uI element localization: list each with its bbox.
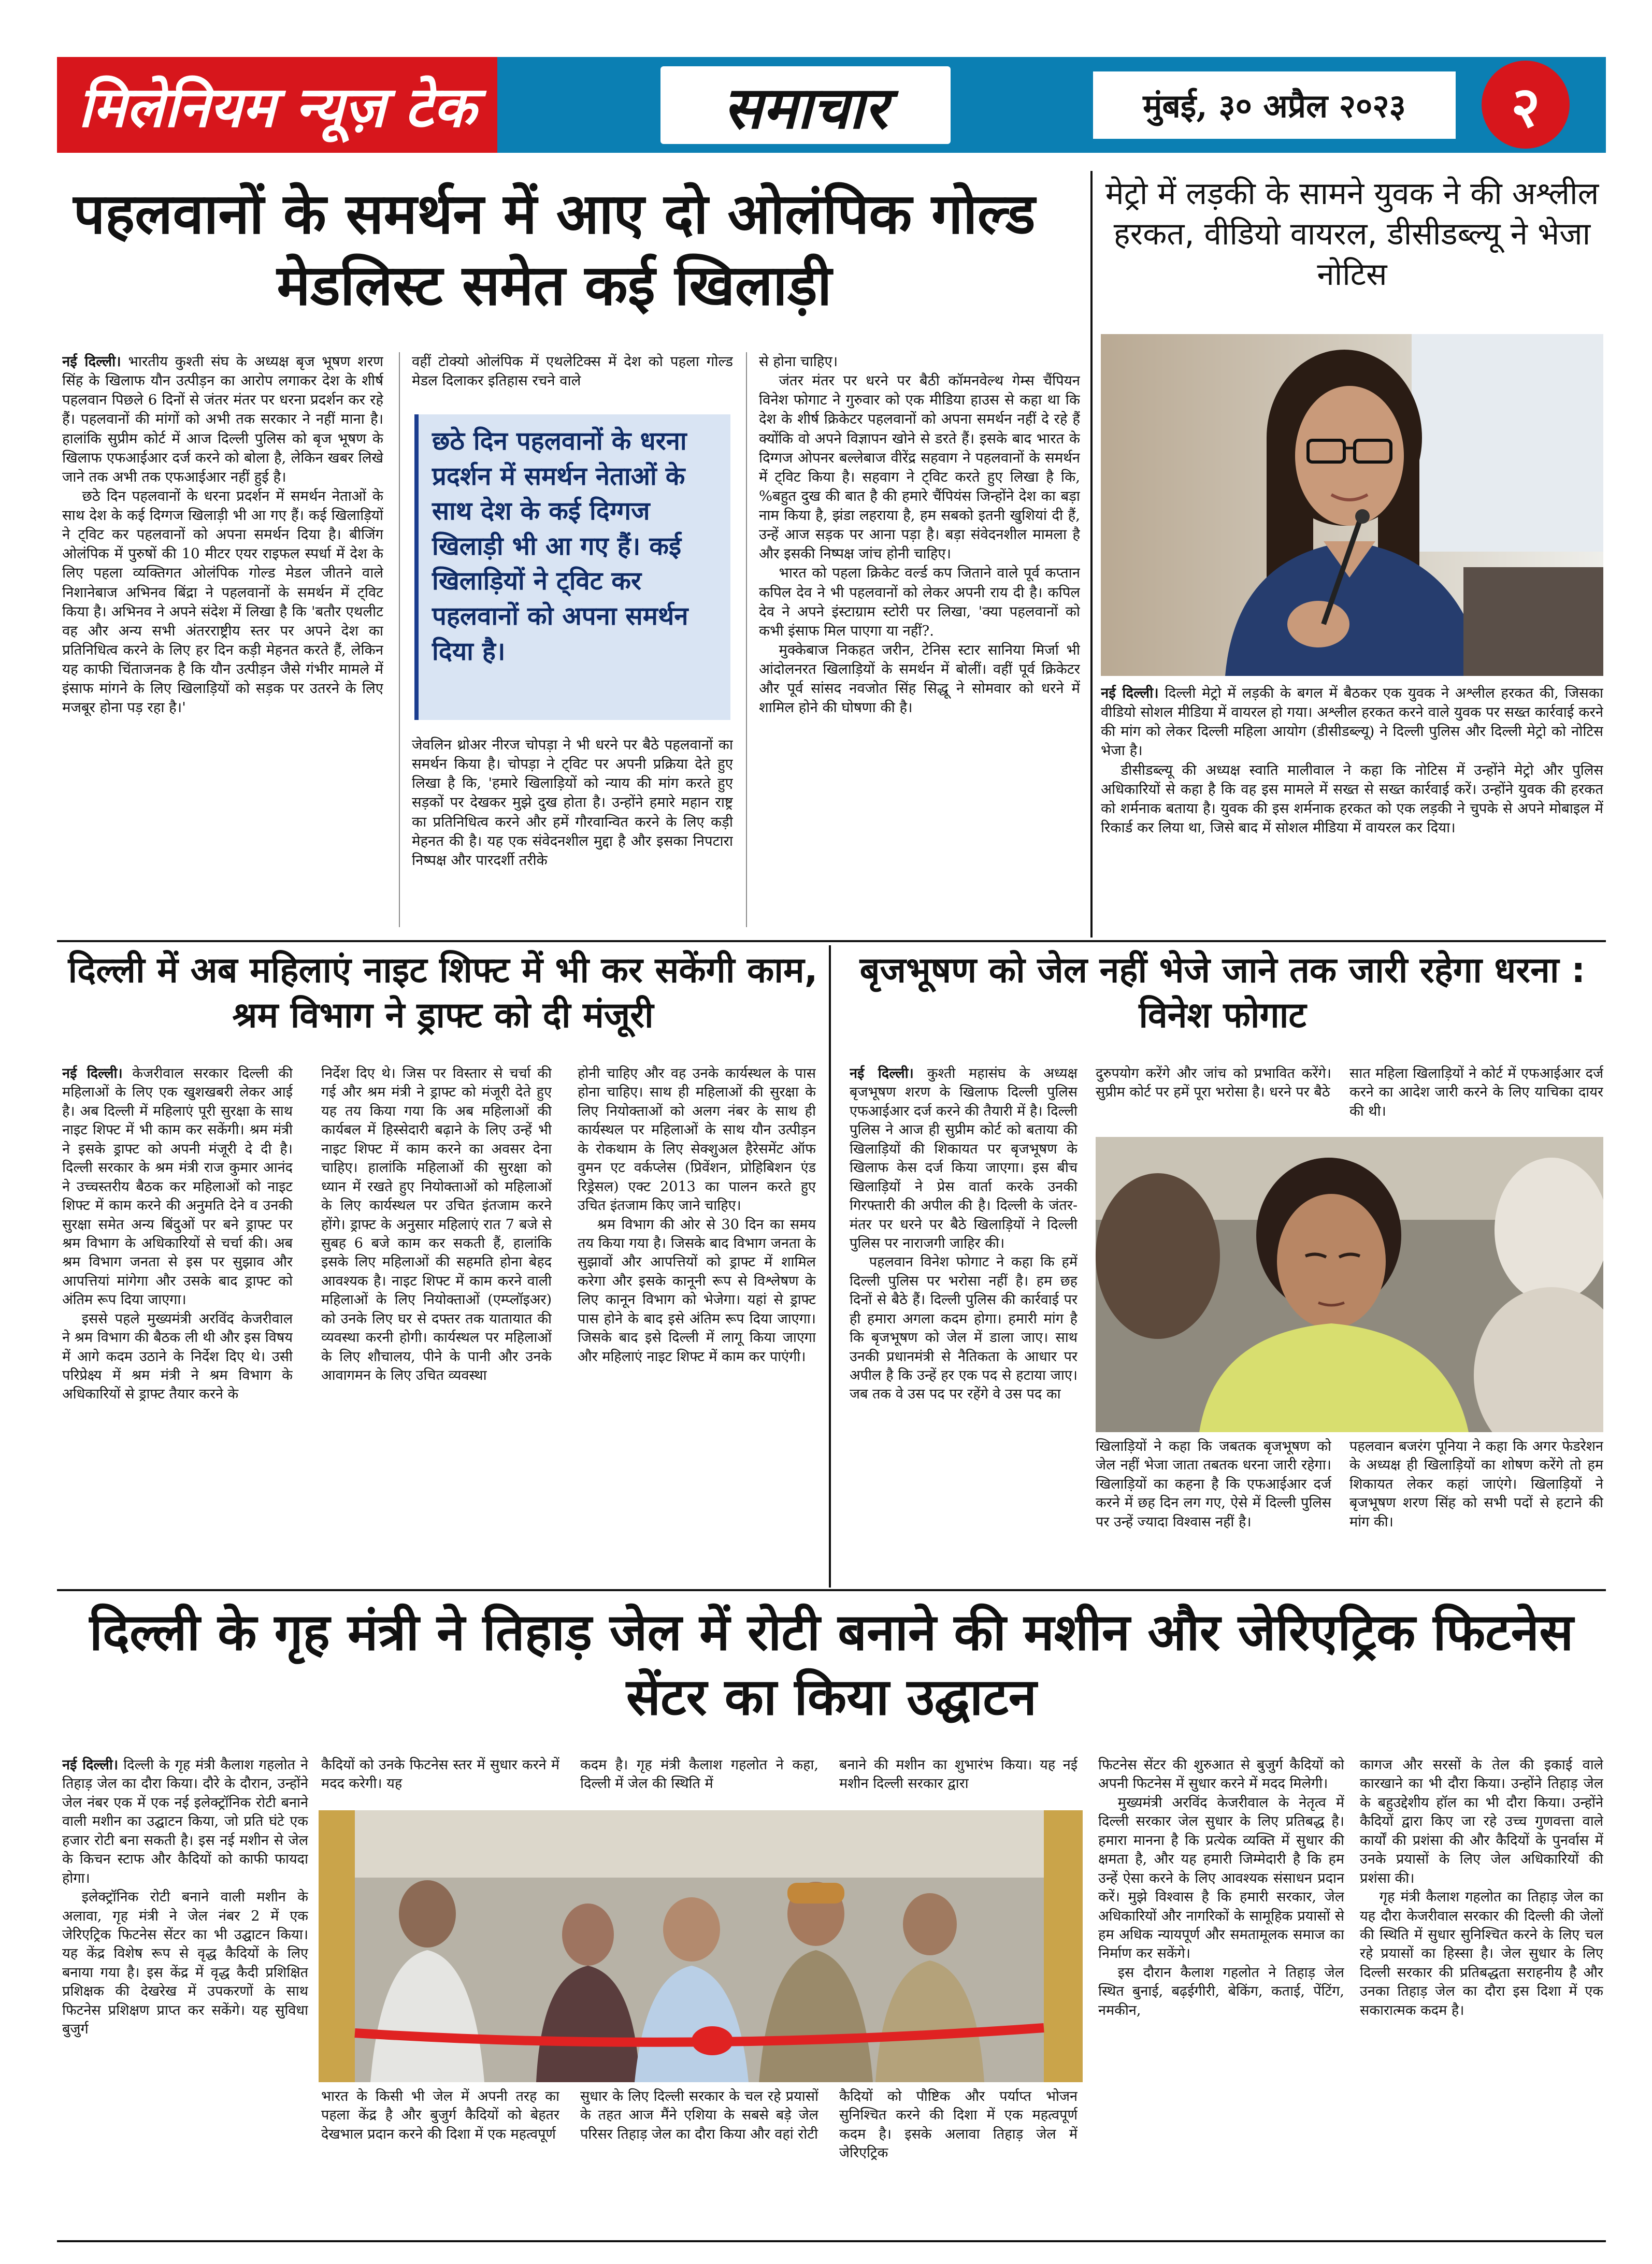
- ribbon-cutting-photo: [319, 1810, 1083, 2082]
- story4-col1: [850, 1064, 1078, 1582]
- story4-col3a-text: सात महिला खिलाड़ियों ने कोर्ट में एफआईआर दर्ज करने का आदेश जारी करने के लिए याचिका दायर की थी।: [1349, 1065, 1603, 1119]
- story3-col1: [62, 1064, 293, 1582]
- story4-col3b: [1349, 1437, 1603, 1582]
- story1-rule: [399, 352, 400, 927]
- story1-headline: पहलवानों के समर्थन में आए दो ओलंपिक गोल्ड मेडलिस्ट समेत कई खिलाड़ी: [73, 182, 1036, 319]
- story3-dateline: नई दिल्ली।: [62, 1065, 123, 1081]
- bottom-rule: [57, 2240, 1606, 2242]
- story3-headline: दिल्ली में अब महिलाएं नाइट शिफ्ट में भी कर सकेंगी काम, श्रम विभाग ने ड्राफ्ट को दी मंजूरी: [68, 950, 818, 1036]
- story3-col1b: इससे पहले मुख्यमंत्री अरविंद केजरीवाल ने श्रम विभाग की बैठक ली थी और इस विषय में आगे कदम उठाने के निर्देश दिए थे। उसी परिप्रेक्ष्य में श्रम मंत्री ने श्रम विभाग के अधिकारियों से ड्राफ्ट तैयार करने के: [62, 1310, 293, 1403]
- story5-col5b: मुख्यमंत्री अरविंद केजरीवाल के नेतृत्व में दिल्ली सरकार जेल सुधार के लिए प्रतिबद्ध है। हमारा मानना है कि प्रत्येक व्यक्ति में सुधार की क्षमता है, और यह हमारी जिम्मेदारी है कि हम उन्हें ऐसा करने के लिए आवश्यक संसाधन प्रदान करें। मुझे विश्वास है कि हमारी सरकार, जेल अधिकारियों और नागरिकों के सामूहिक प्रयासों से हम अधिक न्यायपूर्ण और समतामूलक समाज का निर्माण कर सकेंगे।: [1098, 1794, 1344, 1962]
- story5-col3b-text: सुधार के लिए दिल्ली सरकार के चल रहे प्रयासों के तहत आज मैंने एशिया के सबसे बड़े जेल परिसर तिहाड़ जेल का दौरा किया और वहां रोटी: [580, 2088, 818, 2142]
- story1-col2b-text: जेवलिन थ्रोअर नीरज चोपड़ा ने भी धरने पर बैठे पहलवानों का समर्थन किया है। चोपड़ा ने ट्विट पर अपनी प्रक्रिया देते हुए लिखा है कि, 'हमारे खिलाड़ियों को न्याय की मांग करते हुए सड़कों पर देखकर मुझे दुख होता है। उन्होंने हमारे महान राष्ट्र का प्रतिनिधित्व करने और हमें गौरवान्वित करने के लिए कड़ी मेहनत की है। यह एक संवेदनशील मुद्दा है और इसका निपटारा निष्पक्ष और पारदर्शी तरीके: [412, 737, 733, 869]
- story5-col1-text: दिल्ली के गृह मंत्री कैलाश गहलोत ने तिहाड़ जेल का दौरा किया। दौरे के दौरान, उन्होंने जेल नंबर एक में एक नई इलेक्ट्रॉनिक रोटी बनाने वाली मशीन का उद्घाटन किया, जो प्रति घंटे एक हजार रोटी बना सकती है। इस नई मशीन से जेल के किचन स्टाफ और कैदियों को काफी फायदा होगा।: [62, 1757, 308, 1886]
- story5-col6: [1360, 1756, 1603, 2232]
- story4-col1-text: कुश्ती महासंघ के अध्यक्ष बृजभूषण शरण के खिलाफ दिल्ली पुलिस एफआईआर दर्ज करने की तैयारी में है। दिल्ली पुलिस ने आज ही सुप्रीम कोर्ट को बताया की खिलाड़ियों की शिकायत पर बृजभूषण के खिलाफ केस दर्ज किया जाएगा। इस बीच खिलाड़ियों ने प्रेस वार्ता करके उनकी गिरफ्तारी की अपील की है। दिल्ली के जंतर-मंतर पर धरने पर बैठे खिलाड़ियों ने दिल्ली पुलिस पर नाराजगी जाहिर की।: [850, 1065, 1078, 1251]
- story5-col2a-text: कैदियों को उनके फिटनेस स्तर में सुधार करने में मदद करेगी। यह: [321, 1757, 559, 1792]
- story1-col2b: [412, 736, 733, 927]
- story1-col3b: जंतर मंतर पर धरने पर बैठी कॉमनवेल्थ गेम्स चैंपियन विनेश फोगाट ने गुरुवार को एक मीडिया हाउस से कहा था कि देश के शीर्ष क्रिकेटर पहलवानों को अपना समर्थन नहीं दे रहे हैं क्योंकि वो अपने विज्ञापन खोने से डरते हैं। इसके बाद भारत के दिग्गज ओपनर बल्लेबाज वीरेंद्र सहवाग ने पहलवानों के समर्थन में ट्विट किया है। सहवाग ने ट्विट करते हुए लिखा है कि, %बहुत दुख की बात है की हमारे चैंपियंस जिन्होंने देश का बड़ा नाम किया है, झंडा लहराया है, हम सबको इतनी खुशियां दी हैं, उन्हें आज सड़क पर आना पड़ा है। बड़ा संवेदनशील मामला है और इसकी निष्पक्ष जांच होनी चाहिए।: [759, 372, 1080, 563]
- story5-col3a-text: कदम है। गृह मंत्री कैलाश गहलोत ने कहा, दिल्ली में जेल की स्थिति में: [580, 1757, 818, 1792]
- photo-vinesh-phogat: [1096, 1137, 1603, 1432]
- story1-rule: [746, 352, 747, 927]
- story3-col3b: श्रम विभाग की ओर से 30 दिन का समय तय किया गया है। जिसके बाद विभाग जनता के सुझावों और आपत्तियों को ड्राफ्ट में शामिल करेगा और इसके कानूनी रूप से विश्लेषण के लिए कानून विभाग को भेजेगा। यहां से ड्राफ्ट पास होने के बाद इसे अंतिम रूप दिया जाएगा। जिसके बाद इसे दिल्ली में लागू किया जाएगा और महिलाएं नाइट शिफ्ट में काम कर पाएंगी।: [578, 1216, 816, 1365]
- story2-body: [1101, 684, 1603, 932]
- story5-col4a-text: बनाने की मशीन का शुभारंभ किया। यह नई मशीन दिल्ली सरकार द्वारा: [839, 1757, 1078, 1792]
- story5-col1: [62, 1756, 308, 2232]
- story4-col2a-text: दुरुपयोग करेंगे और जांच को प्रभावित करेंगे। सुप्रीम कोर्ट पर हमें पूरा भरोसा है। धरने पर बैठे: [1096, 1065, 1331, 1101]
- brand-logo: मिलेनियम न्यूज़ टेक: [57, 57, 497, 153]
- vinesh-phogat-photo: [1096, 1137, 1603, 1432]
- story5-col5c: इस दौरान कैलाश गहलोत ने तिहाड़ जेल स्थित बुनाई, बढ़ईगीरी, बेकिंग, कताई, पेंटिंग, नमकीन,: [1098, 1964, 1344, 2018]
- story5-col4b: [839, 2087, 1078, 2232]
- story5-col4a: [839, 1756, 1078, 1808]
- photo-swati-maliwal: [1101, 334, 1603, 676]
- column-rule: [1090, 171, 1093, 938]
- story1-col2a-text: वहीं टोक्यो ओलंपिक में एथलेटिक्स में देश को पहला गोल्ड मेडल दिलाकर इतिहास रचने वाले: [412, 353, 733, 390]
- story3-col2-text: निर्देश दिए थे। जिस पर विस्तार से चर्चा की गई और श्रम मंत्री ने ड्राफ्ट को मंजूरी देते हुए यह तय किया गया कि अब महिलाओं की कार्यबल में हिस्सेदारी बढ़ाने के लिए उन्हें भी नाइट शिफ्ट में काम करने का अवसर देना चाहिए। हालांकि महिलाओं की सुरक्षा को ध्यान में रखते हुए नियोक्ताओं को महिलाओं के लिए कार्यस्थल पर उचित इंतजाम करने होंगे। ड्राफ्ट के अनुसार महिलाएं रात 7 बजे से सुबह 6 बजे काम कर सकती हैं, हालांकि इसके लिए महिलाओं की सहमति होना बेहद आवश्यक है। नाइट शिफ्ट में काम करने वाली महिलाओं के लिए नियोक्ताओं (एम्प्लॉइअर) को उनके लिए घर से दफ्तर तक यातायात की व्यवस्था करनी होगी। कार्यस्थल पर महिलाओं के लिए शौचालय, पीने के पानी और उनके आवागमन के लिए उचित व्यवस्था: [321, 1065, 552, 1383]
- story1-col1: [62, 352, 383, 927]
- story5-col2b-text: भारत के किसी भी जेल में अपनी तरह का पहला केंद्र है और बुजुर्ग कैदियों को बेहतर देखभाल प्रदान करने की दिशा में एक महत्वपूर्ण: [321, 2088, 559, 2142]
- story3-col3-text: होनी चाहिए और वह उनके कार्यस्थल के पास होना चाहिए। साथ ही महिलाओं की सुरक्षा के लिए नियोक्ताओं को अलग नंबर के साथ ही कार्यस्थल पर महिलाओं के साथ यौन उत्पीड़न के रोकथाम के लिए सेक्शुअल हैरेसमेंट ऑफ वुमन एट वर्कप्लेस (प्रिवेंशन, प्रोहिबिशन एंड रिड्रेसल) एक्ट 2013 का पालन करते हुए उचित इंतजाम किए जाने चाहिए।: [578, 1065, 816, 1214]
- story4-col1b: पहलवान विनेश फोगाट ने कहा कि हमें दिल्ली पुलिस पर भरोसा नहीं है। हम छह दिनों से बैठे हैं। दिल्ली पुलिस की कार्रवाई पर ही हमारा अगला कदम होगा। हमारी मांग है कि बृजभूषण को जेल में डाला जाए। साथ उनकी प्रधानमंत्री से नैतिकता के आधार पर अपील है कि उन्हें हर एक पद से हटाया जाए। जब तक वे उस पद पर रहेंगे वे उस पद का: [850, 1254, 1078, 1403]
- story5-dateline: नई दिल्ली।: [62, 1757, 119, 1773]
- section-rule: [57, 1589, 1606, 1591]
- story4-col3a: [1349, 1064, 1603, 1132]
- story1-col2a: [412, 352, 733, 409]
- story4-dateline: नई दिल्ली।: [850, 1065, 914, 1081]
- page-number: २: [1482, 61, 1570, 149]
- story1-col3c: भारत को पहला क्रिकेट वर्ल्ड कप जिताने वाले पूर्व कप्तान कपिल देव ने भी पहलवानों को लेकर अपनी राय दी है। कपिल देव ने अपने इंस्टाग्राम स्टोरी पर लिखा, 'क्या पहलवानों को कभी इंसाफ मिल पाएगा या नहीं?.: [759, 565, 1080, 639]
- story1-col3d: मुक्केबाज निकहत जरीन, टेनिस स्टार सानिया मिर्जा भी आंदोलनरत खिलाड़ियों के समर्थन में बोलीं। वहीं पूर्व क्रिकेटर और पूर्व सांसद नवजोत सिंह सिद्धू ने सोमवार को धरने में शामिल होने की घोषणा की है।: [759, 641, 1080, 716]
- story5-col3a: [580, 1756, 818, 1808]
- story1-col3-text: से होना चाहिए।: [759, 353, 838, 370]
- story1-col3: [759, 352, 1080, 927]
- story1-dateline: नई दिल्ली।: [62, 353, 121, 370]
- dateline-box: मुंबई, ३० अप्रैल २०२३: [1093, 71, 1456, 139]
- section-rule: [57, 940, 1606, 942]
- section-title: समाचार: [660, 66, 951, 144]
- story5-col5-text: फिटनेस सेंटर की शुरुआत से बुजुर्ग कैदियों को अपनी फिटनेस में सुधार करने में मदद मिलेगी।: [1098, 1757, 1344, 1792]
- story1-col1-text: भारतीय कुश्ती संघ के अध्यक्ष बृज भूषण शरण सिंह के खिलाफ यौन उत्पीड़न का आरोप लगाकर देश के शीर्ष पहलवान पिछले 6 दिनों से जंतर मंतर पर धरना प्रदर्शन कर रहे हैं। पहलवानों की मांगों को अभी तक सरकार ने नहीं माना है। हालांकि सुप्रीम कोर्ट में आज दिल्ली पुलिस को बृज भूषण के खिलाफ एफआईआर दर्ज करने को बोला है, लेकिन खबर लिखे जाने तक अभी तक एफआईआर नहीं हुई है।: [62, 353, 383, 485]
- photo-ribbon-cutting: [319, 1810, 1083, 2082]
- story5-col2b: [321, 2087, 559, 2232]
- story2-p2: डीसीडब्ल्यू की अध्यक्ष स्वाति मालीवाल ने कहा कि नोटिस में उन्होंने मेट्रो और पुलिस अधिकारियों से कहा है कि वह इस मामले में सख्त से सख्त कार्रवाई करें। उन्होंने युवक की हरकत को शर्मनाक बताया है। युवक की इस शर्मनाक हरकत को एक लड़की ने चुपके से अपने मोबाइल में रिकार्ड कर लिया था, जिसे बाद में सोशल मीडिया में वायरल कर दिया।: [1101, 761, 1603, 836]
- story3-col2: [321, 1064, 552, 1582]
- story2-dateline: नई दिल्ली।: [1101, 685, 1159, 701]
- story2-headline: मेट्रो में लड़की के सामने युवक ने की अश्लील हरकत, वीडियो वायरल, डीसीडब्ल्यू ने भेजा नोटिस: [1105, 176, 1599, 293]
- story2-p1: दिल्ली मेट्रो में लड़की के बगल में बैठकर एक युवक ने अश्लील हरकत की, जिसका वीडियो सोशल मीडिया में वायरल हो गया। अश्लील हरकत करने वाले युवक पर सख्त कार्रवाई करने की मांग को लेकर दिल्ली महिला आयोग (डीसीडब्ल्यू) ने दिल्ली पुलिस और दिल्ली मेट्रो को नोटिस भेजा है।: [1101, 685, 1603, 759]
- story5-col6-text: कागज और सरसों के तेल की इकाई वाले कारखाने का भी दौरा किया। उन्होंने तिहाड़ जेल के बहुउद्देशीय हॉल का भी दौरा किया। उन्होंने कैदियों द्वारा किए जा रहे उच्च गुणवत्ता वाले कार्यों की प्रशंसा की और कैदियों के पुनर्वास में उनके प्रयासों के लिए जेल अधिकारियों की प्रशंसा की।: [1360, 1757, 1603, 1886]
- story1-col1b: छठे दिन पहलवानों के धरना प्रदर्शन में समर्थन नेताओं के साथ देश के कई दिग्गज खिलाड़ी भी आ गए हैं। कई खिलाड़ियों ने ट्विट कर पहलवानों को अपना समर्थन दिया है। बीजिंग ओलंपिक में पुरुषों की 10 मीटर एयर राइफल स्पर्धा में देश के लिए पहला व्यक्तिगत ओलंपिक गोल्ड मेडल जीतने वाले निशानेबाज अभिनव बिंद्रा ने पहलवानों के समर्थन में ट्विट किया है। अभिनव ने अपने संदेश में लिखा है कि 'बतौर एथलीट वह और अन्य सभी अंतरराष्ट्रीय स्तर पर अपने देश का प्रतिनिधित्व करने के लिए हर दिन कड़ी मेहनत करते हैं, लेकिन यह काफी चिंताजनक है कि यौन उत्पीड़न जैसे गंभीर मामले में इंसाफ मांगने के लिए खिलाड़ियों को सड़क पर उतरने के लिए मजबूर होना पड़ रहा है।': [62, 487, 383, 716]
- column-rule: [829, 945, 831, 1588]
- story4-col3b-text: पहलवान बजरंग पूनिया ने कहा कि अगर फेडरेशन के अध्यक्ष ही खिलाड़ियों का शोषण करेंगे तो हम शिकायत लेकर कहां जाएंगे। खिलाड़ियों ने बृजभूषण शरण सिंह को सभी पदों से हटाने की मांग की।: [1349, 1438, 1603, 1530]
- story4-col2a: [1096, 1064, 1331, 1132]
- story5-col4b-text: कैदियों को पौष्टिक और पर्याप्त भोजन सुनिश्चित करने की दिशा में एक महत्वपूर्ण कदम है। इसके अलावा तिहाड़ जेल में जेरिएट्रिक: [839, 2088, 1078, 2161]
- story3-col3: [578, 1064, 816, 1582]
- swati-maliwal-photo: [1101, 334, 1603, 676]
- story4-col2b-text: खिलाड़ियों ने कहा कि जबतक बृजभूषण को जेल नहीं भेजा जाता तबतक धरना जारी रहेगा। खिलाड़ियों का कहना है कि एफआईआर दर्ज करने में छह दिन लग गए, ऐसे में दिल्ली पुलिस पर उन्हें ज्यादा विश्वास नहीं है।: [1096, 1438, 1331, 1530]
- story5-col6b: गृह मंत्री कैलाश गहलोत का तिहाड़ जेल का यह दौरा केजरीवाल सरकार की दिल्ली की जेलों की स्थिति में सुधार सुनिश्चित करने के लिए चल रहे प्रयासों का हिस्सा है। जेल सुधार के लिए दिल्ली सरकार की प्रतिबद्धता सराहनीय है और उनका तिहाड़ जेल का दौरा इस दिशा में एक सकारात्मक कदम है।: [1360, 1889, 1603, 2018]
- story5-col2a: [321, 1756, 559, 1808]
- story5-col1b: इलेक्ट्रॉनिक रोटी बनाने वाली मशीन के अलावा, गृह मंत्री ने जेल नंबर 2 में एक जेरिएट्रिक फिटनेस सेंटर का भी उद्घाटन किया। यह केंद्र विशेष रूप से वृद्ध कैदियों के लिए बनाया गया है। इस केंद्र में वृद्ध कैदी प्रशिक्षित प्रशिक्षक की देखरेख में उपकरणों के साथ फिटनेस प्रशिक्षण प्राप्त कर सकेंगे। यह सुविधा बुजुर्ग: [62, 1889, 308, 2038]
- story5-col3b: [580, 2087, 818, 2232]
- story5-headline: दिल्ली के गृह मंत्री ने तिहाड़ जेल में रोटी बनाने की मशीन और जेरिएट्रिक फिटनेस सेंटर का किया उद्घाटन: [89, 1603, 1574, 1727]
- story5-col5: [1098, 1756, 1344, 2232]
- story4-col2b: [1096, 1437, 1331, 1582]
- story1-pullquote: छठे दिन पहलवानों के धरना प्रदर्शन में समर्थन नेताओं के साथ देश के कई दिग्गज खिलाड़ी भी आ गए हैं। कई खिलाड़ियों ने ट्विट कर पहलवानों को अपना समर्थन दिया है।: [414, 414, 730, 720]
- story3-col1-text: केजरीवाल सरकार दिल्ली की महिलाओं के लिए एक खुशखबरी लेकर आई है। अब दिल्ली में महिलाएं पूरी सुरक्षा के साथ नाइट शिफ्ट में भी काम कर सकेंगी। श्रम मंत्री ने इसके ड्राफ्ट को अपनी मंजूरी दे दी है। दिल्ली सरकार के श्रम मंत्री राज कुमार आनंद ने उच्चस्तरीय बैठक कर महिलाओं को नाइट शिफ्ट में काम करने की अनुमति देने व उनकी सुरक्षा समेत अन्य बिंदुओं पर बने ड्राफ्ट पर श्रम विभाग के अधिकारियों से चर्चा की। अब श्रम विभाग जनता से इस पर सुझाव और आपत्तियां मांगेगा और उसके बाद ड्राफ्ट को अंतिम रूप दिया जाएगा।: [62, 1065, 293, 1308]
- story4-headline: बृजभूषण को जेल नहीं भेजे जाने तक जारी रहेगा धरना : विनेश फोगाट: [859, 950, 1586, 1036]
